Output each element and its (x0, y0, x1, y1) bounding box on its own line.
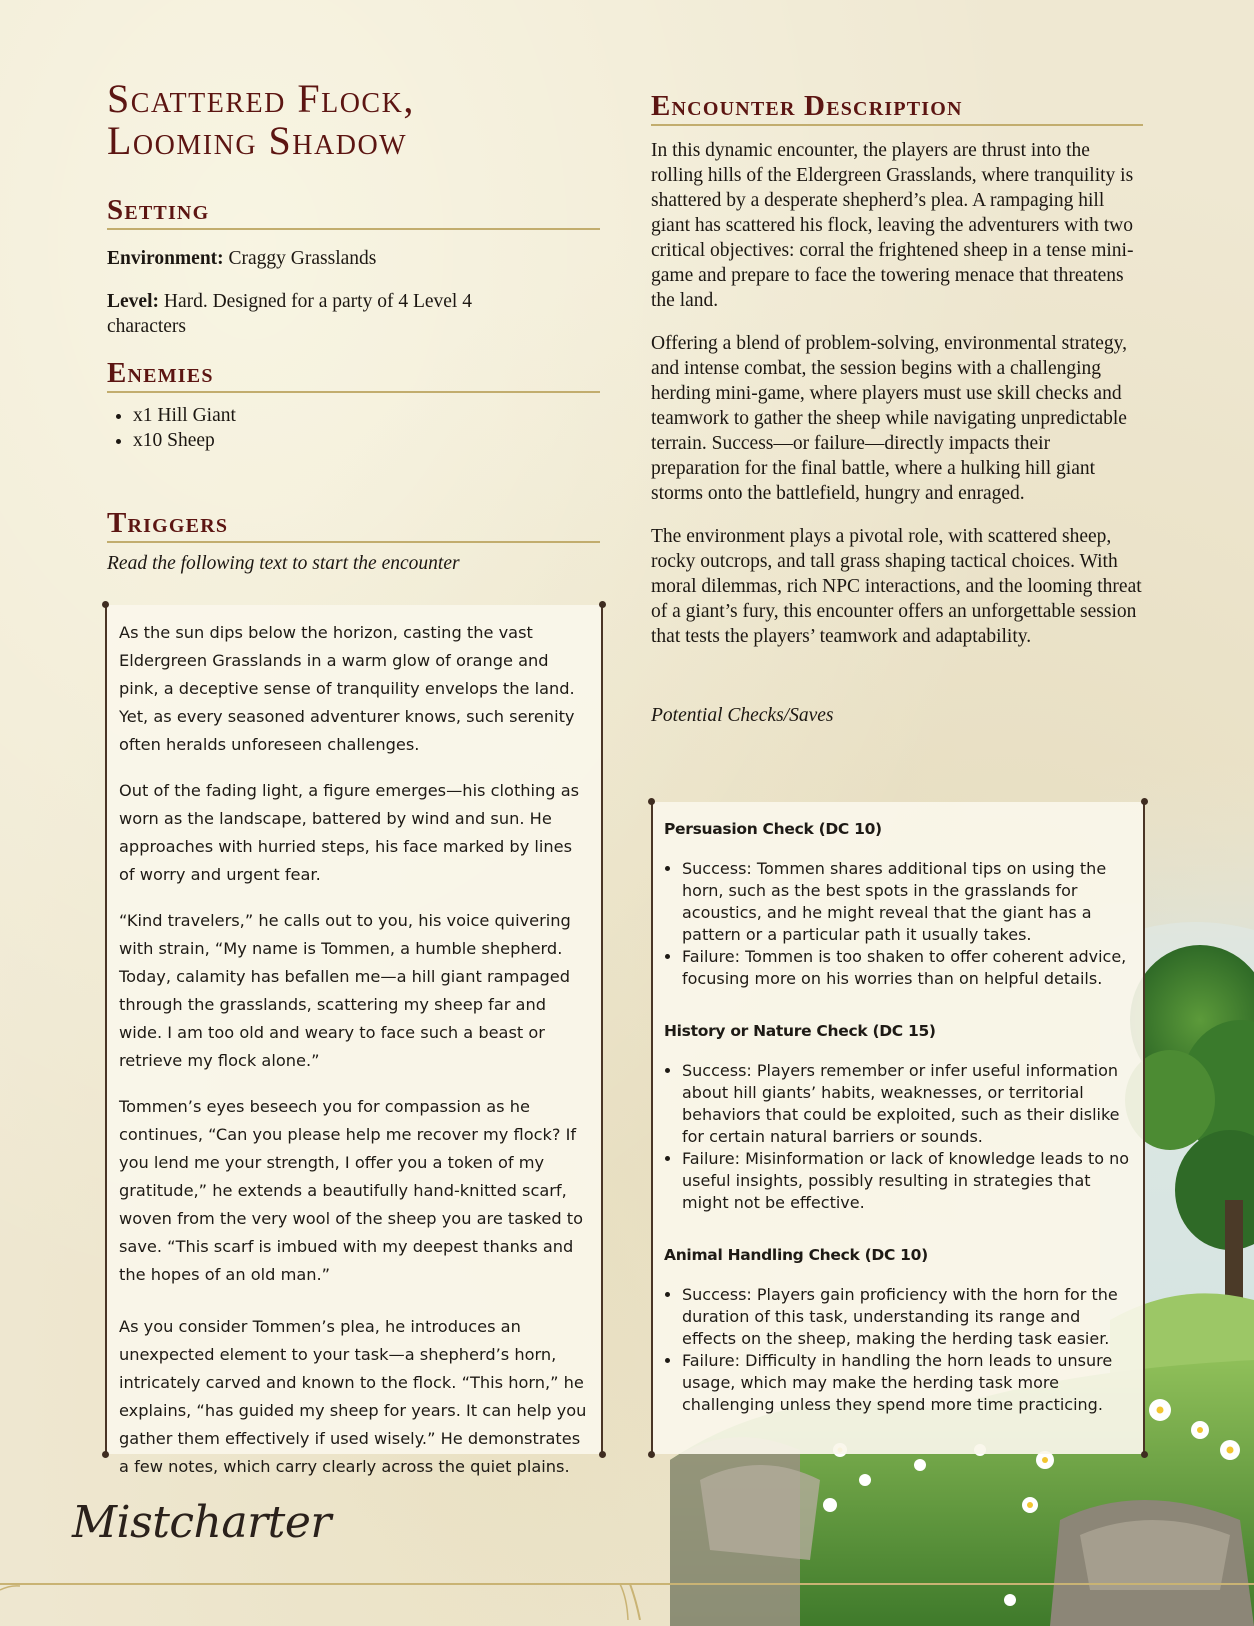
enemies-list (107, 403, 600, 453)
description-paragraph: In this dynamic encounter, the players are thrust into the rolling hills of the Eldergreen Grasslands, where tranquility is shattered by a desperate shepherd’s plea. A rampaging hill giant has scattered his flock, leaving the adventurers with two critical objectives: corral the frightened sheep in a tense mini-game and prepare to face the towering menace that threatens the land. (651, 140, 1134, 311)
checks-heading: Potential Checks/Saves (651, 705, 834, 726)
description-paragraph: The environment plays a pivotal role, with scattered sheep, rocky outcrops, and tall grass shaping tactical choices. With moral dilemmas, rich NPC interactions, and the looming threat of a giant’s fury, this encounter offers an unforgettable session that tests the players’ teamwork and adaptability. (651, 526, 1142, 647)
check-outcomes (664, 1060, 1133, 1214)
triggers-intro: Read the following text to start the encounter (107, 553, 460, 574)
footer-ornament (0, 1540, 1254, 1620)
check-success: • Success: Players remember or infer useful information about hill giants’ habits, weaknesses, or territorial behaviors that could be exploited, such as their dislike for certain natural barriers or sounds. (682, 1060, 1133, 1148)
level-value: Hard. Designed for a party of 4 Level 4 characters (107, 291, 472, 337)
check-success: • Success: Players gain proficiency with the horn for the duration of this task, understanding its range and effects on the sheep, making the herding task easier. (682, 1284, 1133, 1350)
read-aloud-paragraph: As you consider Tommen’s plea, he introduces an unexpected element to your task—a shepherd’s horn, intricately carved and known to the flock. “This horn,” he explains, “has guided my sheep for years. It can help you gather them effectively if used wisely.” He demonstrates a few notes, which carry clearly across the quiet plains. (119, 1317, 587, 1476)
setting-heading: Setting (107, 194, 600, 230)
check-title: History or Nature Check (DC 15) (664, 1022, 936, 1040)
environment-value: Craggy Grasslands (228, 248, 377, 269)
enemies-heading: Enemies (107, 357, 600, 393)
signature-logo: Mistcharter (72, 1497, 331, 1548)
right-column (651, 90, 1143, 728)
read-aloud-paragraph: “Kind travelers,” he calls out to you, his voice quivering with strain, “My name is Tommen, a humble shepherd. Today, calamity has befallen me—a hill giant rampaged through the grasslands, scattering my sheep far and wide. I am too old and weary to face such a beast or retrieve my flock alone.” (119, 911, 571, 1070)
environment-line (107, 246, 600, 271)
check-failure: • Failure: Misinformation or lack of knowledge leads to no useful insights, possibly resulting in strategies that might not be effective. (682, 1148, 1133, 1214)
enemy-item: • x1 Hill Giant (133, 403, 600, 428)
check-outcomes (664, 858, 1133, 990)
read-aloud-box (105, 605, 603, 1476)
read-aloud-paragraph: Tommen’s eyes beseech you for compassion as he continues, “Can you please help me recover my flock? If you lend me your strength, I offer you a token of my gratitude,” he extends a beautifully hand-knitted scarf, woven from the very wool of the sheep you are tasked to save. “This scarf is imbued with my deepest thanks and the hopes of an old man.” (119, 1097, 584, 1284)
checks-box (651, 802, 1145, 1454)
title-line-1: Scattered Flock, (107, 76, 415, 121)
check-failure: • Failure: Difficulty in handling the horn leads to unsure usage, which may make the herding task more challenging unless they spend more time practicing. (682, 1350, 1133, 1416)
check-success: • Success: Tommen shares additional tips on using the horn, such as the best spots in the grasslands for acoustics, and he might reveal that the giant has a pattern or a particular path it usually takes. (682, 858, 1133, 946)
page-title (107, 78, 600, 162)
read-aloud-paragraph: As the sun dips below the horizon, casting the vast Eldergreen Grasslands in a warm glow of orange and pink, a deceptive sense of tranquility envelops the land. Yet, as every seasoned adventurer knows, such serenity often heralds unforeseen challenges. (119, 623, 575, 754)
environment-label: Environment: (107, 248, 224, 269)
check-title: Persuasion Check (DC 10) (664, 820, 882, 838)
title-line-2: Looming Shadow (107, 118, 408, 163)
read-aloud-paragraph: Out of the fading light, a figure emerges—his clothing as worn as the landscape, battered by wind and sun. He approaches with hurried steps, his face marked by lines of worry and urgent fear. (119, 781, 580, 884)
check-title: Animal Handling Check (DC 10) (664, 1246, 928, 1264)
level-label: Level: (107, 291, 159, 312)
triggers-heading: Triggers (107, 507, 600, 543)
check-failure: • Failure: Tommen is too shaken to offer coherent advice, focusing more on his worries than on helpful details. (682, 946, 1133, 990)
encounter-description-heading: Encounter Description (651, 90, 1143, 126)
enemy-item: • x10 Sheep (133, 428, 600, 453)
level-line (107, 289, 507, 339)
check-outcomes (664, 1284, 1133, 1416)
left-column (107, 78, 600, 576)
description-paragraph: Offering a blend of problem-solving, environmental strategy, and intense combat, the session begins with a challenging herding mini-game, where players must use skill checks and teamwork to gather the sheep while navigating unpredictable terrain. Success—or failure—directly impacts their preparation for the final battle, where a hulking hill giant storms onto the battlefield, hungry and enraged. (651, 333, 1127, 504)
